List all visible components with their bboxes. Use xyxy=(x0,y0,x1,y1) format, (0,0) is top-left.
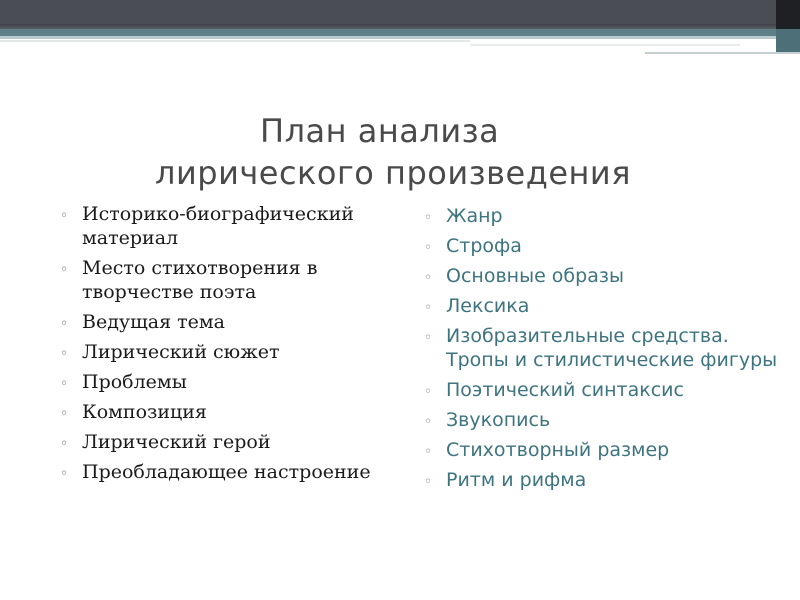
decor-line-left xyxy=(0,40,470,42)
bullet-icon: ◦ xyxy=(424,444,433,460)
list-item xyxy=(424,378,784,402)
bullet-icon: ◦ xyxy=(60,208,69,224)
bullet-icon: ◦ xyxy=(424,414,433,430)
top-decor-bar xyxy=(0,0,800,27)
bullet-icon: ◦ xyxy=(424,384,433,400)
list-item xyxy=(424,408,784,432)
right-bullet-list xyxy=(424,204,784,498)
list-item-text: Лексика xyxy=(446,295,530,317)
corner-decor-teal xyxy=(776,29,800,52)
accent-decor-bar-light xyxy=(0,36,800,39)
list-item-text: Проблемы xyxy=(82,371,187,393)
list-item xyxy=(424,264,784,288)
list-item-text: Композиция xyxy=(82,401,207,423)
slide-title xyxy=(100,110,720,194)
bullet-icon: ◦ xyxy=(60,466,69,482)
list-item-text: Ритм и рифма xyxy=(446,469,587,491)
list-item xyxy=(60,202,380,250)
slide-title-line1: План анализа xyxy=(260,112,500,150)
bullet-icon: ◦ xyxy=(424,210,433,226)
list-item-text: Стихотворный размер xyxy=(446,439,670,461)
list-item-text: Жанр xyxy=(446,205,503,227)
list-item xyxy=(424,204,784,228)
bullet-icon: ◦ xyxy=(60,262,69,278)
bullet-icon: ◦ xyxy=(424,300,433,316)
slide-title-line2: лирического произведения xyxy=(155,154,631,192)
list-item-text: Преобладающее настроение xyxy=(82,461,371,483)
list-item-text: Основные образы xyxy=(446,265,624,287)
list-item xyxy=(424,324,784,372)
list-item xyxy=(60,430,380,454)
list-item xyxy=(60,460,380,484)
corner-decor-dark xyxy=(776,0,800,29)
list-item xyxy=(60,310,380,334)
bullet-icon: ◦ xyxy=(424,474,433,490)
list-item xyxy=(60,256,380,304)
list-item xyxy=(60,340,380,364)
bullet-icon: ◦ xyxy=(60,406,69,422)
bullet-icon: ◦ xyxy=(60,376,69,392)
accent-decor-bar xyxy=(0,29,800,36)
bullet-icon: ◦ xyxy=(424,270,433,286)
decor-line-right xyxy=(645,52,800,54)
list-item xyxy=(424,234,784,258)
list-item xyxy=(424,468,784,492)
list-item-text: Лирический сюжет xyxy=(82,341,280,363)
list-item-text: Звукопись xyxy=(446,409,551,431)
list-item-text: Ведущая тема xyxy=(82,311,225,333)
bullet-icon: ◦ xyxy=(424,330,433,346)
list-item xyxy=(60,370,380,394)
list-item-text: Строфа xyxy=(446,235,522,257)
list-item xyxy=(60,400,380,424)
list-item-text: Место стихотворения в творчестве поэта xyxy=(82,257,318,303)
bullet-icon: ◦ xyxy=(60,436,69,452)
list-item xyxy=(424,438,784,462)
list-item-text: Изобразительные средства. Тропы и стилистические фигуры xyxy=(446,325,778,371)
list-item-text: Историко-биографический материал xyxy=(82,203,354,249)
bullet-icon: ◦ xyxy=(424,240,433,256)
decor-line-middle xyxy=(470,44,740,46)
bullet-icon: ◦ xyxy=(60,346,69,362)
left-bullet-list xyxy=(60,202,380,490)
list-item xyxy=(424,294,784,318)
list-item-text: Поэтический синтаксис xyxy=(446,379,684,401)
list-item-text: Лирический герой xyxy=(82,431,271,453)
bullet-icon: ◦ xyxy=(60,316,69,332)
